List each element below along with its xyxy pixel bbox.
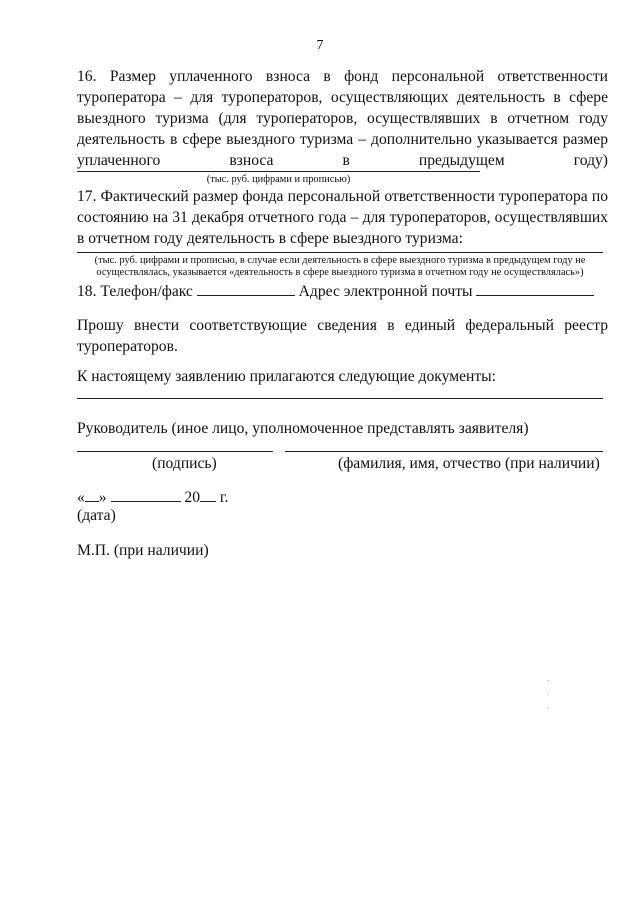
request-text: Прошу внести соответствующие сведения в единый федеральный реестр туроператоров.	[77, 317, 608, 355]
item-16-fill-line	[77, 171, 480, 172]
date-year-field	[200, 487, 216, 502]
date-month-field	[111, 487, 181, 502]
attachments-fill-line	[77, 398, 603, 399]
item-18-line	[77, 281, 594, 302]
item-17-caption-line2: осуществлялась, указывается «деятельность в сфере выездного туризма в отчетном году не осуществлялась»)	[96, 267, 584, 278]
signature-caption: (подпись)	[152, 455, 217, 472]
name-caption: (фамилия, имя, отчество (при наличии)	[338, 455, 600, 472]
name-fill-line	[285, 451, 603, 452]
phone-field	[197, 281, 295, 296]
scan-speck	[548, 680, 549, 681]
signatory-label: Руководитель (иное лицо, уполномоченное представлять заявителя)	[77, 420, 529, 437]
date-open-quote: «	[77, 489, 85, 506]
page-number: 7	[316, 38, 324, 53]
stamp-label: М.П. (при наличии)	[77, 542, 209, 559]
date-year-suffix: г.	[219, 489, 229, 506]
scan-speck	[548, 694, 549, 695]
item-17-text: 17. Фактический размер фонда персональной ответственности туроператора по состоянию на 31 декабря отчетного года – для туроператоров, осуществлявших в отчетном году деятельность в сфере выездного туризма:	[77, 188, 608, 247]
date-day-field	[85, 487, 99, 502]
item-16-text: 16. Размер уплаченного взноса в фонд персональной ответственности туроператора – для туроператоров, осуществляющих деятельность в сфере выездного туризма (для туроператоров, осуществлявших в отчетном году деятельность в сфере выездного туризма – дополнительно указывается размер уплаченного взноса в предыдущем году)	[77, 68, 608, 169]
phone-label: 18. Телефон/факс	[77, 283, 193, 300]
item-17-caption-line1: (тыс. руб. цифрами и прописью, в случае если деятельность в сфере выездного туризма в предыдущем году не	[94, 255, 586, 266]
scan-speck	[548, 708, 549, 709]
date-close-quote: »	[98, 489, 107, 506]
signature-fill-line	[77, 451, 273, 452]
email-label: Адрес электронной почты	[298, 283, 473, 300]
attachments-label: К настоящему заявлению прилагаются следующие документы:	[77, 368, 496, 385]
email-field	[476, 281, 594, 296]
date-caption: (дата)	[77, 507, 116, 524]
item-16-caption: (тыс. руб. цифрами и прописью)	[206, 174, 351, 185]
item-17-fill-line	[77, 252, 603, 253]
date-year-prefix: 20	[184, 489, 200, 506]
